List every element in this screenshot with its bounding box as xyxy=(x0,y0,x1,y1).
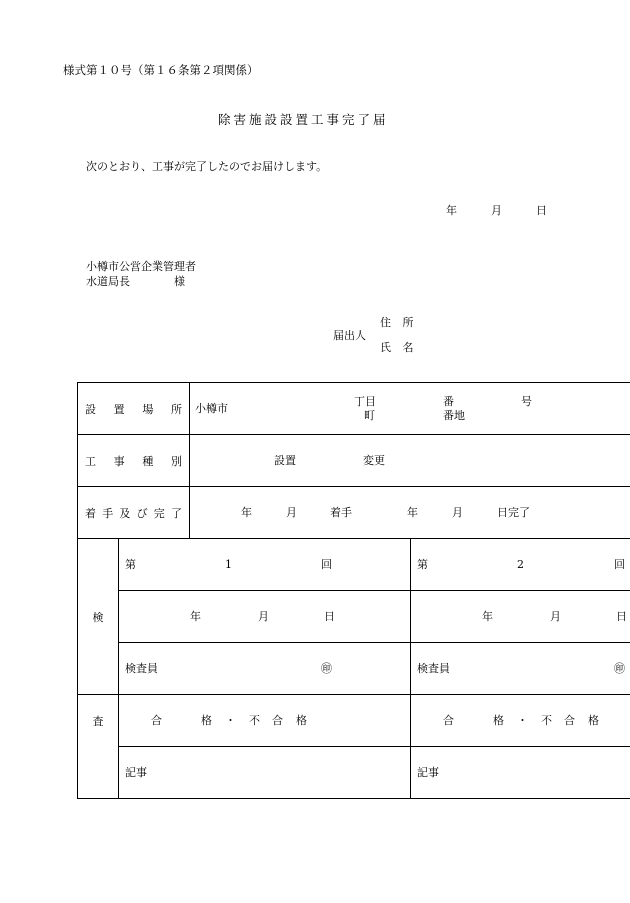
period-start: 着手 xyxy=(330,506,352,519)
form-number: 様式第１０号（第１６条第２項関係） xyxy=(63,63,259,77)
inspection-second-result-cell[interactable] xyxy=(411,695,630,747)
second-seal-icon: ㊞ xyxy=(614,662,625,675)
inspection-result-row xyxy=(78,695,630,747)
period-end-year: 年 xyxy=(407,506,418,519)
inspection-round-row xyxy=(78,539,630,591)
location-label: 設 置 場 所 xyxy=(85,402,182,416)
work-type-value-cell[interactable] xyxy=(190,435,630,487)
location-ban: 番 xyxy=(443,395,454,408)
inspection-first-date-cell[interactable] xyxy=(119,591,411,643)
first-fail-1: 不 xyxy=(249,714,260,727)
inspection-label-bottom-cell xyxy=(78,695,119,799)
inspection-label-top-cell xyxy=(78,539,119,695)
location-label-cell xyxy=(78,383,190,435)
period-row xyxy=(78,487,630,539)
second-note-label: 記事 xyxy=(417,766,439,779)
first-fail-2: 合 xyxy=(272,714,283,727)
work-type-option-install[interactable]: 設置 xyxy=(274,454,296,467)
second-dai: 第 xyxy=(417,558,428,571)
inspection-first-round-cell[interactable] xyxy=(119,539,411,591)
intro-text: 次のとおり、工事が完了したのでお届けします。 xyxy=(86,160,328,173)
inspection-date-row xyxy=(78,591,630,643)
work-type-label: 工 事 種 別 xyxy=(85,454,182,468)
second-day: 日 xyxy=(616,610,627,623)
second-pass-1: 合 xyxy=(443,714,454,727)
first-fail-3: 格 xyxy=(296,714,307,727)
date-month: 月 xyxy=(491,204,502,217)
inspection-first-note-cell[interactable] xyxy=(119,747,411,799)
second-inspector-label: 検査員 xyxy=(417,662,450,675)
work-type-option-change[interactable]: 変更 xyxy=(363,454,385,467)
period-end-month: 月 xyxy=(452,506,463,519)
inspection-second-inspector-cell[interactable] xyxy=(411,643,630,695)
second-fail-3: 格 xyxy=(588,714,599,727)
application-table xyxy=(77,382,630,799)
first-kai: 回 xyxy=(321,558,332,571)
inspection-note-row xyxy=(78,747,630,799)
location-machi: 町 xyxy=(364,409,375,422)
addressee-line2: 水道局長 xyxy=(86,275,130,288)
location-value-cell[interactable] xyxy=(190,383,630,435)
second-fail-1: 不 xyxy=(541,714,552,727)
second-pass-2: 格 xyxy=(493,714,504,727)
location-row xyxy=(78,383,630,435)
applicant-name-label: 氏 名 xyxy=(380,341,418,354)
applicant-address-label: 住 所 xyxy=(380,316,418,329)
second-kai: 回 xyxy=(614,558,625,571)
inspection-second-round-cell[interactable] xyxy=(411,539,630,591)
period-start-year: 年 xyxy=(241,506,252,519)
inspection-inspector-row xyxy=(78,643,630,695)
second-num: 2 xyxy=(517,558,524,571)
first-num: 1 xyxy=(225,558,232,571)
work-type-label-cell xyxy=(78,435,190,487)
location-banchi: 番地 xyxy=(443,409,465,422)
first-day: 日 xyxy=(324,610,335,623)
first-month: 月 xyxy=(258,610,269,623)
first-note-label: 記事 xyxy=(125,766,147,779)
date-year: 年 xyxy=(446,204,457,217)
first-seal-icon: ㊞ xyxy=(321,662,332,675)
inspection-second-date-cell[interactable] xyxy=(411,591,630,643)
addressee-line1: 小樽市公営企業管理者 xyxy=(86,260,196,273)
second-year: 年 xyxy=(482,610,493,623)
work-type-row xyxy=(78,435,630,487)
first-dai: 第 xyxy=(125,558,136,571)
location-city: 小樽市 xyxy=(195,402,228,415)
period-start-month: 月 xyxy=(286,506,297,519)
first-dot: ・ xyxy=(225,714,236,727)
period-label-cell xyxy=(78,487,190,539)
inspection-label-top: 検 xyxy=(92,610,104,624)
date-day: 日 xyxy=(536,204,547,217)
first-year: 年 xyxy=(190,610,201,623)
addressee-honorific: 様 xyxy=(174,275,185,288)
inspection-first-inspector-cell[interactable] xyxy=(119,643,411,695)
second-month: 月 xyxy=(550,610,561,623)
first-pass-2: 格 xyxy=(201,714,212,727)
location-chome: 丁目 xyxy=(354,395,376,408)
period-end: 日完了 xyxy=(497,506,530,519)
applicant-label: 届出人 xyxy=(333,329,366,342)
location-go: 号 xyxy=(521,395,532,408)
period-label: 着 手 及 び 完 了 xyxy=(85,506,182,520)
document-title: 除害施設設置工事完了届 xyxy=(218,112,389,127)
second-fail-2: 合 xyxy=(564,714,575,727)
inspection-first-result-cell[interactable] xyxy=(119,695,411,747)
inspection-label-bottom: 査 xyxy=(92,714,104,728)
first-inspector-label: 検査員 xyxy=(125,662,158,675)
first-pass-1: 合 xyxy=(151,714,162,727)
second-dot: ・ xyxy=(517,714,528,727)
inspection-second-note-cell[interactable] xyxy=(411,747,630,799)
period-value-cell[interactable] xyxy=(190,487,630,539)
